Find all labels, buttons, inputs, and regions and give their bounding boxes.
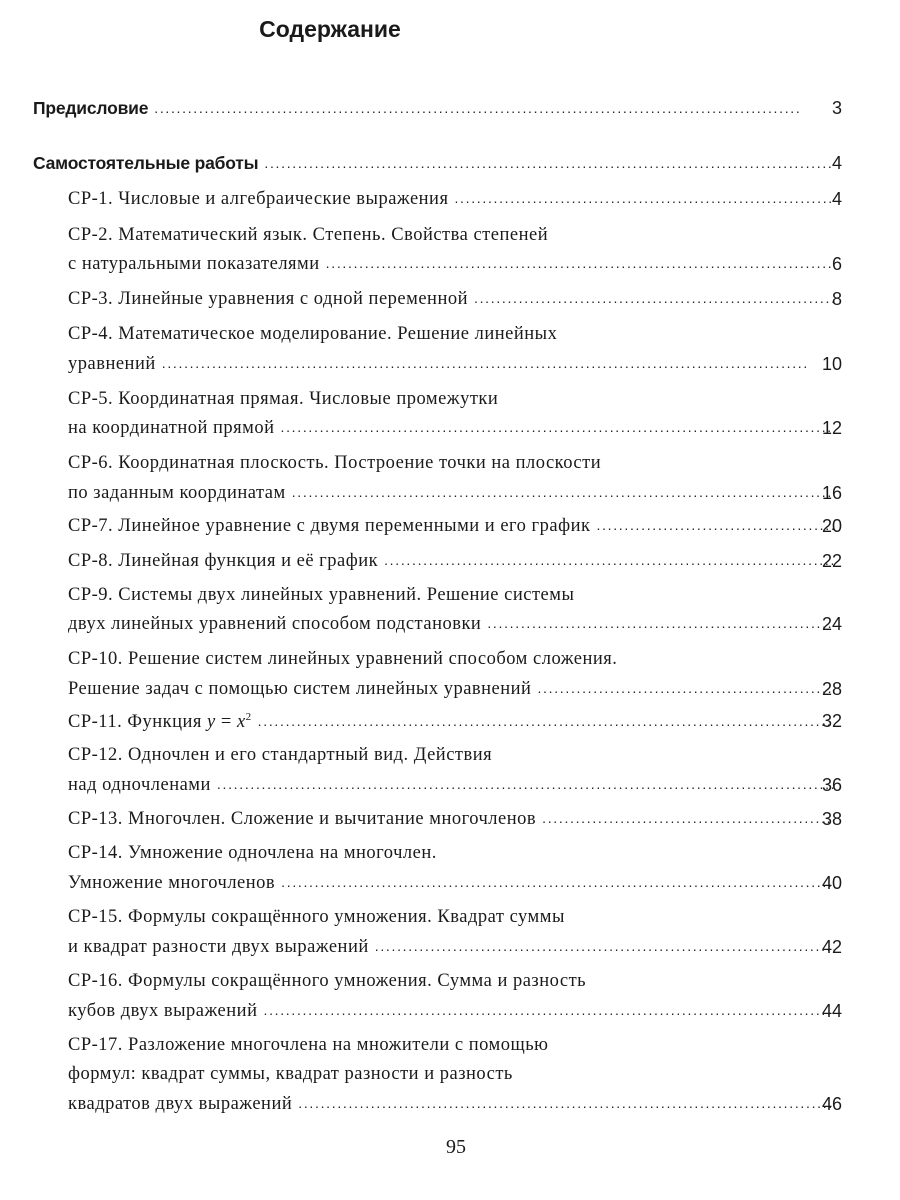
dot-leader (542, 810, 834, 826)
dot-leader (375, 938, 834, 954)
dot-leader (154, 100, 834, 116)
toc-item-label: СР-3. Линейные уравнения с одной переменной (68, 289, 468, 309)
dot-leader (454, 190, 834, 206)
toc-item-sr-17[interactable] (0, 1094, 900, 1124)
toc-item-label: СР-10. Решение систем линейных уравнений способом сложения. (68, 649, 618, 669)
toc-page-number: 16 (821, 483, 842, 503)
toc-item-label: СР-2. Математический язык. Степень. Свойства степеней (68, 225, 549, 245)
toc-page-number: 3 (831, 98, 842, 118)
toc-item-sr-15-line-1[interactable] (0, 907, 900, 937)
toc-page-number: 24 (821, 614, 842, 634)
toc-page-number: 4 (831, 153, 842, 173)
dot-leader (298, 1095, 834, 1111)
toc-page-number: 42 (821, 937, 842, 957)
toc-item-sr-16-line-1[interactable] (0, 971, 900, 1001)
toc-item-label: уравнений (68, 354, 156, 374)
toc-page-number: 20 (821, 516, 842, 536)
toc-item-sr-17-line-1[interactable] (0, 1035, 900, 1065)
toc-page-number: 6 (831, 254, 842, 274)
toc-item-label: СР-1. Числовые и алгебраические выражения (68, 189, 449, 209)
dot-leader (292, 484, 834, 500)
toc-item-sr-6-line-1[interactable] (0, 453, 900, 483)
toc-page-number: 38 (821, 809, 842, 829)
dot-leader (217, 776, 834, 792)
math-exponent: 2 (245, 711, 252, 723)
toc-item-sr-12-line-1[interactable] (0, 745, 900, 775)
toc-item-sr-4[interactable] (0, 354, 900, 384)
toc-item-sr-4-line-1[interactable] (0, 324, 900, 354)
toc-item-label: СР-8. Линейная функция и её график (68, 551, 379, 571)
toc-page-number: 4 (831, 189, 842, 209)
toc-item-label: двух линейных уравнений способом подстановки (68, 614, 482, 634)
toc-item-label: с натуральными показателями (68, 254, 320, 274)
toc-item-label: формул: квадрат суммы, квадрат разности и разность (68, 1064, 513, 1084)
toc-item-sr-14-line-1[interactable] (0, 843, 900, 873)
page-folio-number: 95 (446, 1136, 466, 1158)
toc-item-sr-6[interactable] (0, 483, 900, 513)
toc-item-label: над одночленами (68, 775, 211, 795)
dot-leader (474, 290, 834, 306)
toc-item-sr-5-line-1[interactable] (0, 389, 900, 419)
dot-leader (162, 355, 834, 371)
dot-leader (264, 155, 834, 171)
toc-page-number: 46 (821, 1094, 842, 1114)
dot-leader (281, 419, 834, 435)
toc-item-label: на координатной прямой (68, 418, 275, 438)
toc-item-label: квадратов двух выражений (68, 1094, 293, 1114)
toc-item-sr-5[interactable] (0, 418, 900, 448)
toc-section-preface[interactable] (0, 98, 900, 128)
toc-section-label: Предисловие (33, 98, 149, 118)
toc-item-label: по заданным координатам (68, 483, 286, 503)
toc-item-sr-10[interactable] (0, 679, 900, 709)
toc-page-number: 22 (821, 551, 842, 571)
toc-item-label: СР-6. Координатная плоскость. Построение точки на плоскости (68, 453, 602, 473)
toc-item-label: СР-15. Формулы сокращённого умножения. Квадрат суммы (68, 907, 565, 927)
toc-page-number: 10 (821, 354, 842, 374)
page-title: Содержание (259, 16, 401, 42)
toc-item-sr-2-line-1[interactable] (0, 225, 900, 255)
toc-item-sr-15[interactable] (0, 937, 900, 967)
math-var-x: x (236, 712, 246, 733)
dot-leader (263, 1002, 834, 1018)
dot-leader (487, 615, 834, 631)
toc-item-label: СР-11. Функция $y = x^2$ (68, 711, 252, 733)
toc-item-sr-1[interactable] (0, 189, 900, 219)
toc-item-sr-3[interactable] (0, 289, 900, 319)
toc-item-label: Решение задач с помощью систем линейных уравнений (68, 679, 532, 699)
toc-section-independent-works[interactable] (0, 153, 900, 183)
toc-item-sr-16[interactable] (0, 1001, 900, 1031)
toc-item-sr-14[interactable] (0, 873, 900, 903)
dot-leader (281, 874, 834, 890)
toc-page-number: 40 (821, 873, 842, 893)
dot-leader (384, 552, 834, 568)
toc-item-label: СР-17. Разложение многочлена на множители с помощью (68, 1035, 549, 1055)
toc-item-sr-9-line-1[interactable] (0, 585, 900, 615)
toc-item-label: и квадрат разности двух выражений (68, 937, 369, 957)
toc-item-label: СР-16. Формулы сокращённого умножения. Сумма и разность (68, 971, 587, 991)
toc-item-label: СР-9. Системы двух линейных уравнений. Решение системы (68, 585, 575, 605)
toc-page-number: 36 (821, 775, 842, 795)
toc-item-label: СР-4. Математическое моделирование. Решение линейных (68, 324, 558, 344)
toc-page-number: 44 (821, 1001, 842, 1021)
toc-item-sr-12[interactable] (0, 775, 900, 805)
toc-item-sr-7[interactable] (0, 516, 900, 546)
toc-item-sr-17-line-2[interactable] (0, 1064, 900, 1094)
toc-item-label: СР-14. Умножение одночлена на многочлен. (68, 843, 437, 863)
toc-item-label: СР-5. Координатная прямая. Числовые промежутки (68, 389, 499, 409)
toc-item-sr-8[interactable] (0, 551, 900, 581)
toc-page-number: 8 (831, 289, 842, 309)
dot-leader (537, 680, 834, 696)
dot-leader (596, 517, 834, 533)
math-var-y: y (207, 712, 216, 733)
toc-page-number: 28 (821, 679, 842, 699)
toc-section-label: Самостоятельные работы (33, 153, 259, 173)
dot-leader (258, 713, 834, 729)
toc-page-number: 12 (821, 418, 842, 438)
toc-item-label: СР-12. Одночлен и его стандартный вид. Действия (68, 745, 493, 765)
toc-item-label: СР-13. Многочлен. Сложение и вычитание многочленов (68, 809, 537, 829)
toc-page-number: 32 (821, 711, 842, 731)
toc-item-sr-13[interactable] (0, 809, 900, 839)
toc-item-sr-10-line-1[interactable] (0, 649, 900, 679)
toc-item-sr-2[interactable] (0, 254, 900, 284)
toc-item-sr-11[interactable] (0, 711, 900, 741)
dot-leader (326, 255, 834, 271)
toc-item-label: Умножение многочленов (68, 873, 276, 893)
toc-item-sr-9[interactable] (0, 614, 900, 644)
toc-item-label: кубов двух выражений (68, 1001, 258, 1021)
toc-item-label: СР-7. Линейное уравнение с двумя переменными и его график (68, 516, 591, 536)
